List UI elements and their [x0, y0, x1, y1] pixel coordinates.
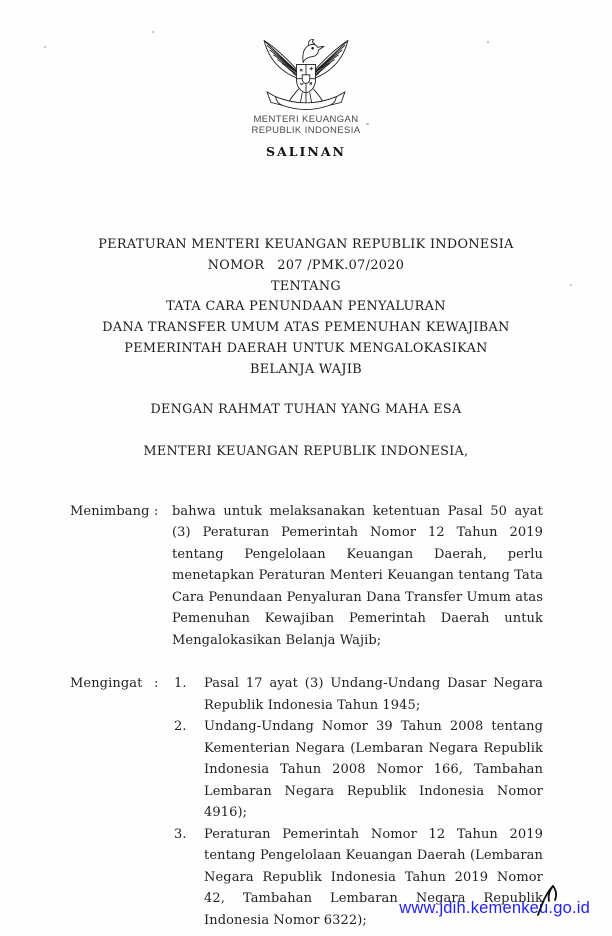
legal-basis-item: [172, 673, 543, 716]
nomor-value: 207 /PMK.07/2020: [277, 257, 405, 273]
grace-line: DENGAN RAHMAT TUHAN YANG MAHA ESA: [150, 401, 462, 417]
garuda-pancasila-emblem-icon: [259, 34, 353, 110]
item-number: 1.: [174, 676, 187, 692]
regulation-number-line: [0, 256, 612, 277]
tentang-label: TENTANG: [270, 278, 342, 294]
scan-speck: [366, 123, 369, 125]
handwritten-page-mark: [533, 882, 559, 918]
scan-speck: [152, 31, 154, 33]
ministry-name: [0, 114, 612, 136]
regulation-title-line: PERATURAN MENTERI KEUANGAN REPUBLIK INDONESIA: [98, 237, 514, 252]
jdih-watermark-link[interactable]: www.jdih.kemenkeu.go.id: [399, 899, 590, 917]
recalling-list: [172, 673, 543, 931]
considering-clause: [0, 501, 612, 652]
recalling-label: Mengingat: [70, 676, 143, 692]
considering-text: bahwa untuk melaksanakan ketentuan Pasal 50 ayat (3) Peraturan Pemerintah Nomor 12 Tahun 2019 tentang Pengelolaan Keuangan Daerah, perlu menetapkan Peraturan Menteri Keuangan tentang Tata Cara Penundaan Penyaluran Dana Transfer Umum atas Pemenuhan Kewajiban Pemerintah Daerah untuk Mengalokasikan Belanja Wajib;: [172, 503, 543, 648]
item-text: Pasal 17 ayat (3) Undang-Undang Dasar Negara Republik Indonesia Tahun 1945;: [204, 676, 543, 713]
recalling-clause: [0, 673, 612, 931]
ministry-line-1: MENTERI KEUANGAN: [253, 114, 359, 125]
recalling-colon: :: [154, 676, 159, 692]
letterhead: [0, 0, 612, 159]
item-number: 2.: [174, 719, 187, 735]
nomor-label: NOMOR: [207, 257, 265, 273]
ministry-line-2: REPUBLIK INDONESIA: [251, 125, 361, 136]
item-text: Undang-Undang Nomor 39 Tahun 2008 tentang Kementerian Negara (Lembaran Negara Republik Indonesia Tahun 2008 Nomor 166, Tambahan Lembaran Negara Republik Indonesia Nomor 4916);: [204, 719, 543, 821]
authority-line: MENTERI KEUANGAN REPUBLIK INDONESIA,: [143, 443, 469, 459]
considering-colon: :: [154, 503, 159, 519]
scan-speck: [44, 46, 46, 48]
subject-line-3: PEMERINTAH DAERAH UNTUK MENGALOKASIKAN: [124, 340, 488, 356]
copy-stamp: SALINAN: [266, 144, 346, 159]
subject-line-4: BELANJA WAJIB: [249, 361, 363, 377]
subject-line-2: DANA TRANSFER UMUM ATAS PEMENUHAN KEWAJIBAN: [102, 320, 510, 336]
item-number: 3.: [174, 826, 187, 842]
scan-speck: [487, 41, 489, 43]
considering-label: Menimbang: [70, 503, 150, 519]
item-text: Peraturan Pemerintah Nomor 12 Tahun 2019 tentang Pengelolaan Keuangan Daerah (Lembaran Negara Republik Indonesia Tahun 2019 Nomor 42, Tambahan Lembaran Negara Republik Indonesia Nomor 6322);: [204, 826, 543, 928]
legal-basis-item: [172, 716, 543, 824]
subject-line-1: TATA CARA PENUNDAAN PENYALURAN: [166, 299, 446, 315]
scan-speck: [570, 284, 572, 286]
regulation-title-block: [0, 235, 612, 381]
